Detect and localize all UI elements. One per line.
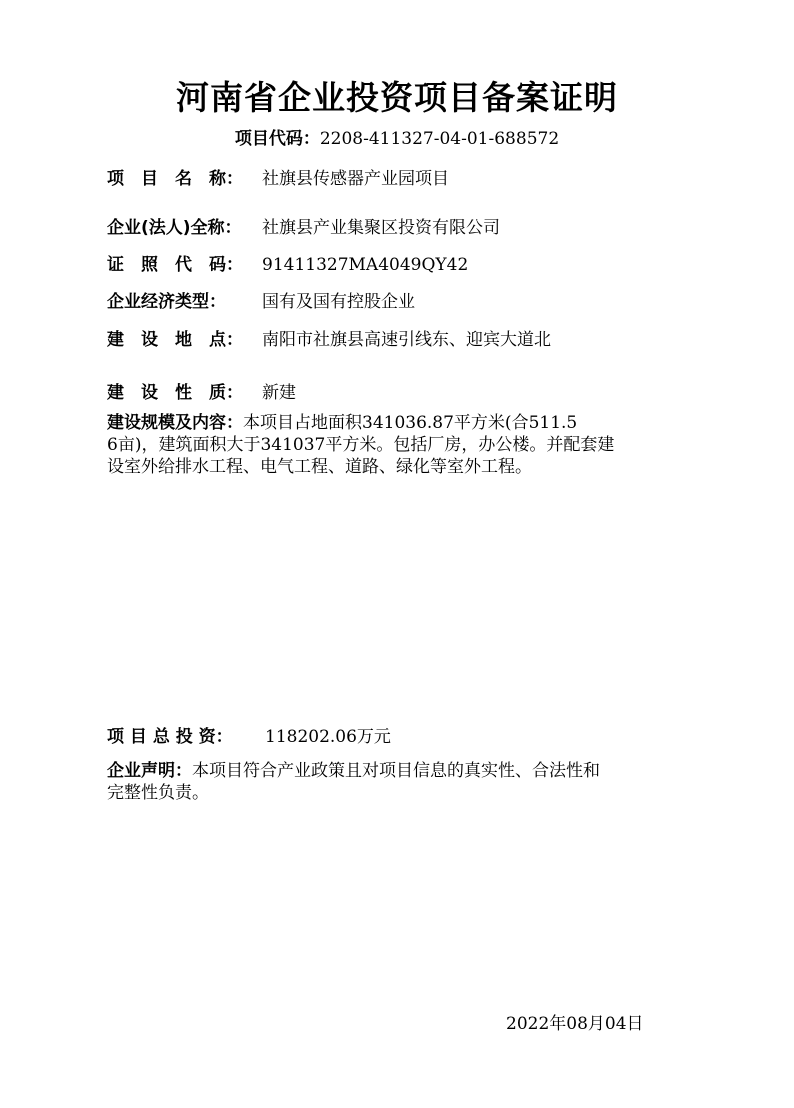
license-code-row: [107, 250, 468, 275]
scale-line-2: 6亩)，建筑面积大于341037平方米。包括厂房，办公楼。并配套建: [107, 435, 615, 455]
scale-label: 建设规模及内容：: [107, 413, 243, 433]
declaration-line-2: 完整性负责。: [107, 783, 209, 803]
nature-value: 新建: [262, 383, 296, 403]
nature-row: [107, 378, 296, 403]
declaration-label: 企业声明：: [107, 761, 192, 781]
declaration-section: [107, 760, 697, 804]
economy-type-row: [107, 287, 415, 312]
company-name-label: 企业(法人)全称：: [107, 218, 242, 238]
scale-line-1: 本项目占地面积341036.87平方米(合511.5: [243, 413, 578, 433]
project-name-value: 社旗县传感器产业园项目: [262, 169, 449, 189]
company-name-value: 社旗县产业集聚区投资有限公司: [262, 218, 500, 238]
document-title: 河南省企业投资项目备案证明: [176, 78, 618, 117]
license-code-label: 证 照 代 码：: [107, 255, 243, 275]
location-value: 南阳市社旗县高速引线东、迎宾大道北: [262, 330, 551, 350]
project-name-row: [107, 164, 449, 189]
scale-section: [107, 412, 697, 478]
issue-date: 2022年08月04日: [506, 1014, 644, 1034]
company-name-row: [107, 213, 500, 238]
investment-value: 118202.06万元: [265, 727, 391, 747]
nature-label: 建 设 性 质：: [107, 383, 243, 403]
license-code-value: 91411327MA4049QY42: [262, 255, 469, 275]
scale-line-3: 设室外给排水工程、电气工程、道路、绿化等室外工程。: [107, 457, 532, 477]
project-code-value: 2208-411327-04-01-688572: [319, 129, 560, 149]
location-row: [107, 325, 551, 350]
project-code: [0, 124, 794, 149]
investment-label: 项 目 总 投 资：: [107, 727, 233, 747]
economy-type-value: 国有及国有控股企业: [262, 292, 415, 312]
investment-row: [107, 722, 391, 747]
economy-type-label: 企业经济类型：: [107, 292, 226, 312]
location-label: 建 设 地 点：: [107, 330, 243, 350]
project-name-label: 项 目 名 称：: [107, 169, 243, 189]
declaration-line-1: 本项目符合产业政策且对项目信息的真实性、合法性和: [192, 761, 600, 781]
project-code-label: 项目代码：: [234, 129, 320, 149]
